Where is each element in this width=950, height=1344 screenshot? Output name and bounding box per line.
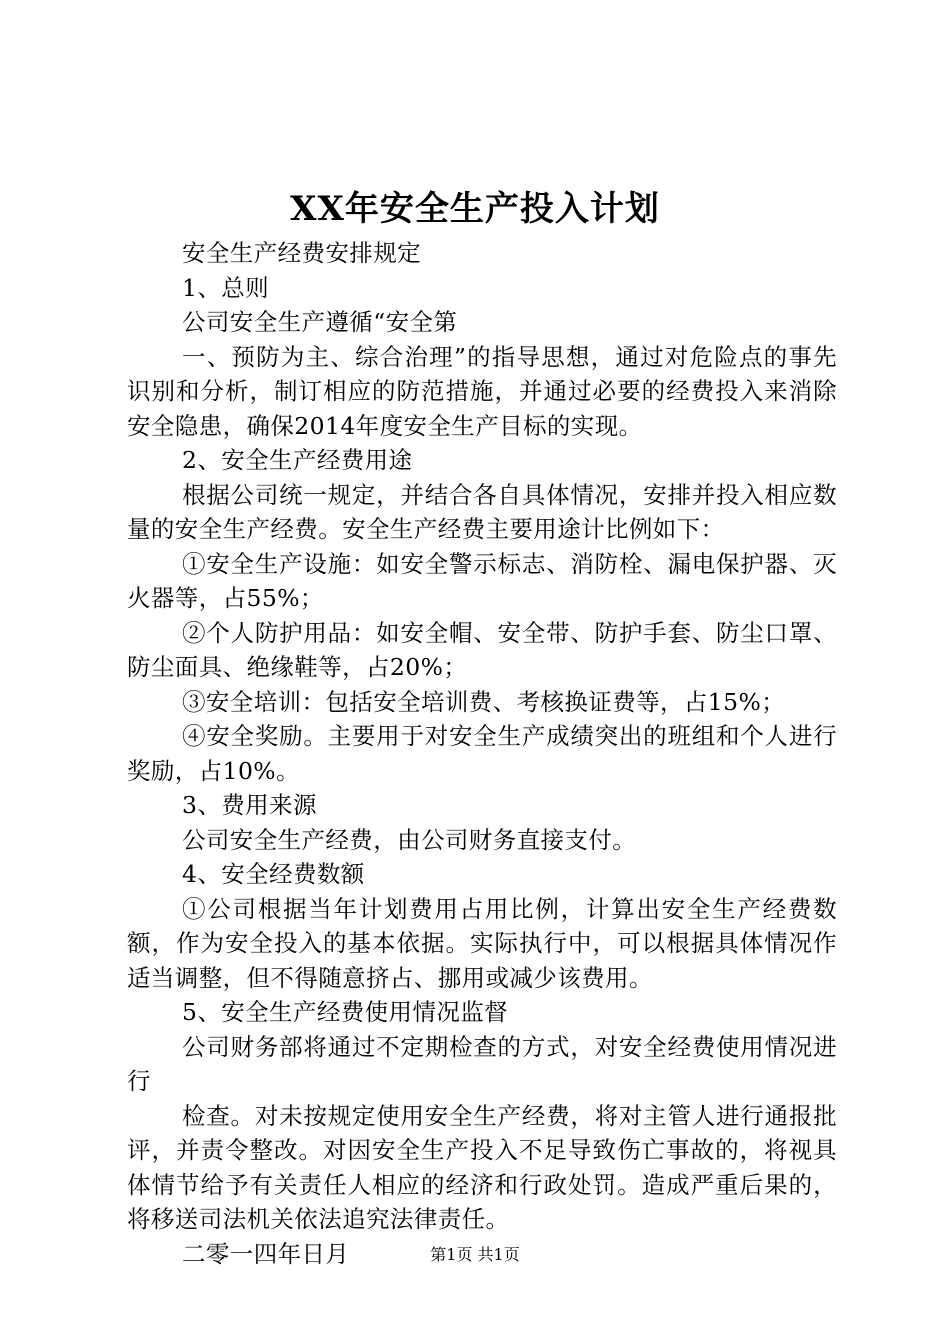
paragraph: ①公司根据当年计划费用占用比例，计算出安全生产经费数额，作为安全投入的基本依据。实际执行中，可以根据具体情况作适当调整，但不得随意挤占、挪用或减少该费用。	[127, 894, 837, 992]
paragraph: 安全生产经费安排规定	[182, 239, 421, 267]
paragraph: 2、安全生产经费用途	[182, 446, 413, 474]
paragraph: 一、预防为主、综合治理”的指导思想，通过对危险点的事先识别和分析，制订相应的防范措施，并通过必要的经费投入来消除安全隐患，确保2014年度安全生产目标的实现。	[127, 342, 837, 440]
paragraph: ④安全奖励。主要用于对安全生产成绩突出的班组和个人进行奖励，占10%。	[127, 722, 837, 785]
paragraph: 根据公司统一规定，并结合各自具体情况，安排并投入相应数量的安全生产经费。安全生产经费主要用途计比例如下：	[127, 480, 837, 543]
paragraph: 3、费用来源	[182, 791, 317, 819]
paragraph: 检查。对未按规定使用安全生产经费，将对主管人进行通报批评，并责令整改。对因安全生产投入不足导致伤亡事故的，将视具体情节给予有关责任人相应的经济和行政处罚。造成严重后果的，将移送司法机关依法追究法律责任。	[127, 1101, 837, 1233]
paragraph: 1、总则	[182, 273, 270, 302]
paragraph: 4、安全经费数额	[182, 860, 365, 888]
paragraph: 二零一四年日月	[182, 1239, 350, 1268]
paragraph: 公司财务部将通过不定期检查的方式，对安全经费使用情况进行	[127, 1032, 837, 1095]
page-footer: 第1页 共1页	[430, 1245, 520, 1264]
paragraph: ①安全生产设施：如安全警示标志、消防栓、漏电保护器、灭火器等，占55%；	[127, 549, 837, 612]
document-title: XX年安全生产投入计划	[290, 189, 660, 229]
paragraph: 公司安全生产经费，由公司财务直接支付。	[182, 825, 637, 854]
paragraph: 5、安全生产经费使用情况监督	[182, 998, 509, 1026]
document-body	[127, 236, 837, 1271]
paragraph: ②个人防护用品：如安全帽、安全带、防护手套、防尘口罩、防尘面具、绝缘鞋等，占20%；	[127, 618, 837, 681]
paragraph: 公司安全生产遵循“安全第	[182, 308, 458, 336]
paragraph: ③安全培训：包括安全培训费、考核换证费等，占15%；	[182, 687, 786, 716]
